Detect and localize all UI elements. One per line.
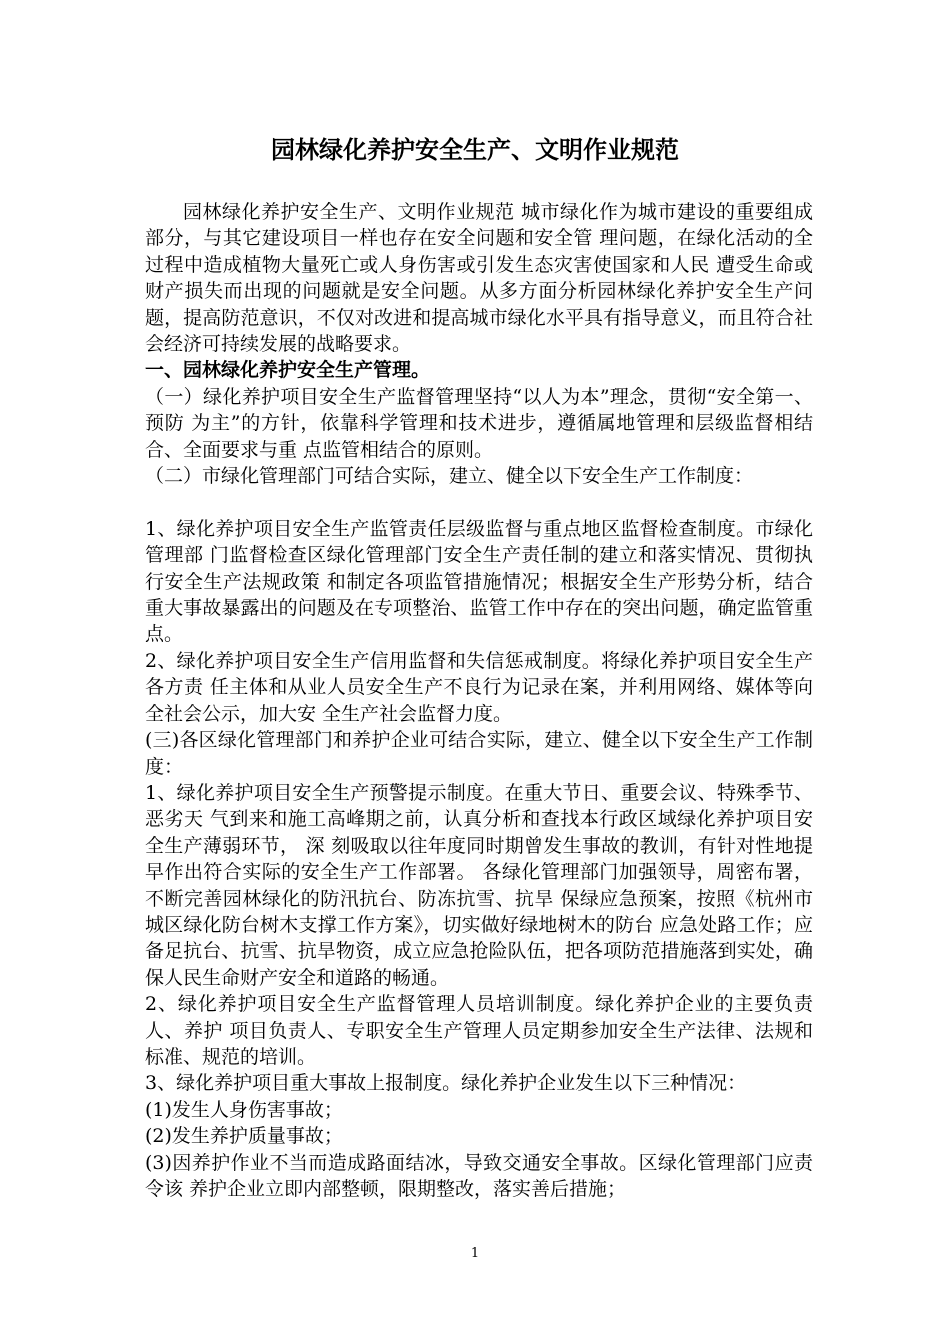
paragraph-8: 3、绿化养护项目重大事故上报制度。绿化养护企业发生以下三种情况： (145, 1072, 747, 1095)
page-number: 1 (470, 1246, 480, 1261)
paragraph-5: (三)各区绿化管理部门和养护企业可结合实际，建立、健全以下安全生产工作制度： (145, 729, 813, 778)
paragraph-6: 1、绿化养护项目安全生产预警提示制度。在重大节日、重要会议、特殊季节、恶劣天 气到来和施工高峰期之前，认真分析和查找本行政区域绿化养护项目安全生产薄弱环节， 深 刻吸取以往年度同时期曾发生事故的教训，有针对性地提早作出符合实际的安全生产工作部署。 各绿化管理部门加强领导，周密布署，不断完善园林绿化的防汛抗台、防冻抗雪、抗旱 保绿应急预案，按照《杭州市城区绿化防台树木支撑工作方案》，切实做好绿地树木的防台 应急处路工作；应备足抗台、抗雪、抗旱物资，成立应急抢险队伍，把各项防范措施落到实处，确保人民生命财产安全和道路的畅通。 (145, 781, 813, 989)
document-body (145, 199, 813, 1202)
paragraph-2: （二）市绿化管理部门可结合实际，建立、健全以下安全生产工作制度： (145, 465, 754, 488)
intro-paragraph: 园林绿化养护安全生产、文明作业规范 城市绿化作为城市建设的重要组成部分，与其它建设项目一样也存在安全问题和安全管 理问题，在绿化活动的全过程中造成植物大量死亡或人身伤害或引发生态灾害使国家和人民 遭受生命或财产损失而出现的问题就是安全问题。从多方面分析园林绿化养护安全生产问 题，提高防范意识，不仅对改进和提高城市绿化水平具有指导意义，而且符合社会经济可持续发展的战略要求。 (145, 201, 813, 356)
paragraph-1: （一）绿化养护项目安全生产监督管理坚持“以人为本”理念，贯彻“安全第一、预防 为主”的方针，依靠科学管理和技术进步，遵循属地管理和层级监督相结合、全面要求与重 点监管相结合的原则。 (145, 385, 813, 461)
section-heading: 一、园林绿化养护安全生产管理。 (145, 359, 431, 382)
document-title: 园林绿化养护安全生产、文明作业规范 (271, 136, 679, 164)
list-item-2: (2)发生养护质量事故； (145, 1125, 343, 1148)
list-item-3: (3)因养护作业不当而造成路面结冰，导致交通安全事故。区绿化管理部门应责令该 养护企业立即内部整顿，限期整改，落实善后措施； (145, 1151, 813, 1201)
blank-line (145, 489, 813, 515)
paragraph-7: 2、绿化养护项目安全生产监督管理人员培训制度。绿化养护企业的主要负责人、养护 项目负责人、专职安全生产管理人员定期参加安全生产法律、法规和标准、规范的培训。 (145, 993, 813, 1068)
list-item-1: (1)发生人身伤害事故； (145, 1098, 343, 1121)
paragraph-3: 1、绿化养护项目安全生产监管责任层级监督与重点地区监督检查制度。市绿化管理部 门监督检查区绿化管理部门安全生产责任制的建立和落实情况、贯彻执行安全生产法规政策 和制定各项监管措施情况；根据安全生产形势分析，结合重大事故暴露出的问题及在专项整治、监管工作中存在的突出问题，确定监管重点。 (145, 517, 813, 646)
paragraph-4: 2、绿化养护项目安全生产信用监督和失信惩戒制度。将绿化养护项目安全生产各方责 任主体和从业人员安全生产不良行为记录在案，并利用网络、媒体等向全社会公示，加大安 全生产社会监督力度。 (145, 649, 813, 725)
